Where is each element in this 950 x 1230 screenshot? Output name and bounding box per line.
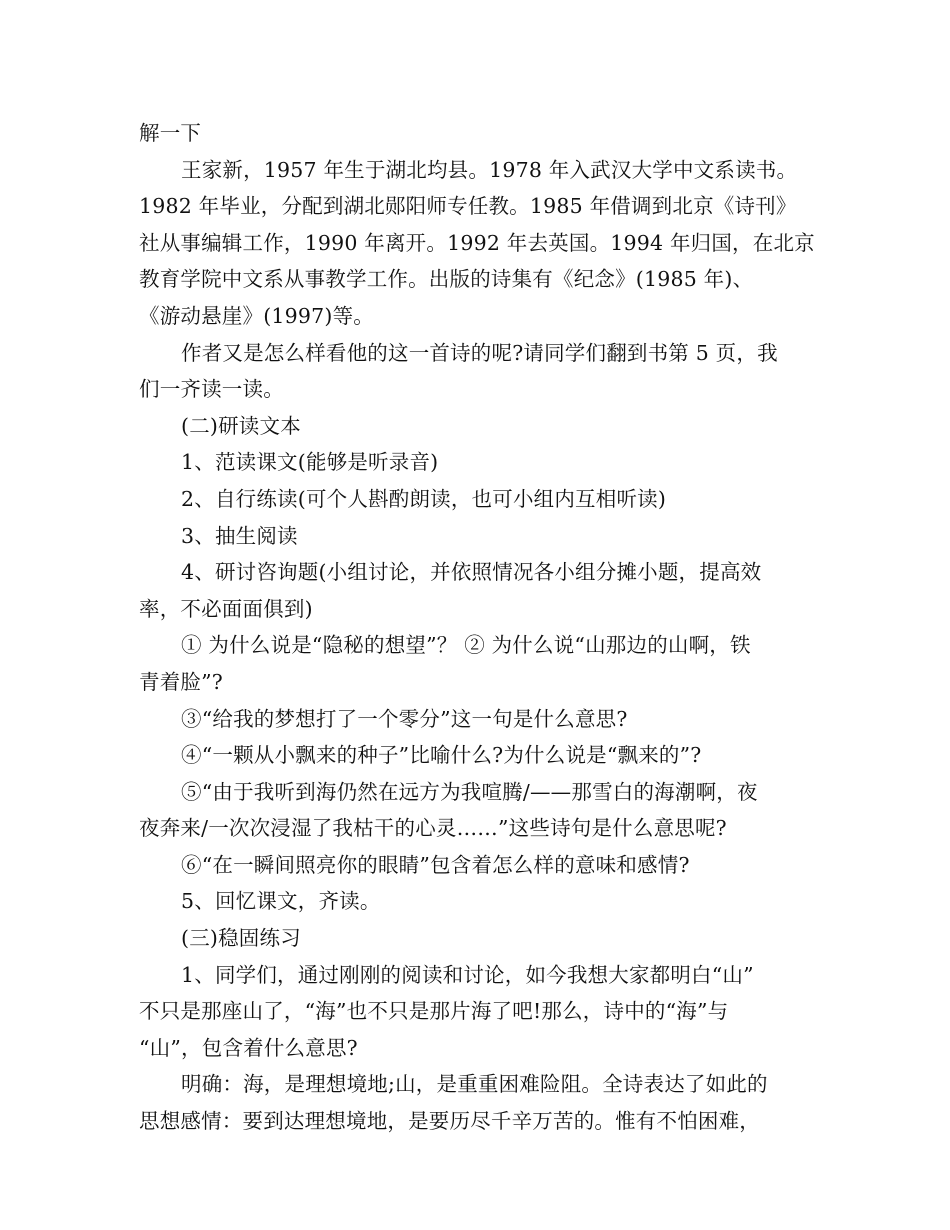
text-line: 5、回忆课文，齐读。 (181, 889, 381, 914)
text-line: ① 为什么说是“隐秘的想望”？ ② 为什么说“山那边的山啊，铁 (181, 633, 751, 658)
text-line: 明确：海，是理想境地;山，是重重困难险阻。全诗表达了如此的 (181, 1072, 768, 1097)
text-line: 青着脸”? (139, 669, 223, 694)
text-line: ③“给我的梦想打了一个零分”这一句是什么意思? (181, 706, 628, 731)
text-line: 作者又是怎么样看他的这一首诗的呢?请同学们翻到书第 5 页，我 (181, 340, 778, 365)
text-line: 1、同学们，通过刚刚的阅读和讨论，如今我想大家都明白“山” (181, 962, 754, 987)
text-line: 们一齐读一读。 (139, 377, 284, 402)
text-line: (二)研读文本 (181, 413, 301, 438)
text-line: 4、研讨咨询题(小组讨论，并依照情况各小组分摊小题，提高效 (181, 560, 762, 585)
text-line: ④“一颗从小飘来的种子”比喻什么?为什么说是“飘来的”? (181, 743, 702, 768)
text-line: ⑤“由于我听到海仍然在远方为我喧腾/——那雪白的海潮啊，夜 (181, 779, 758, 804)
text-line: 率，不必面面俱到) (139, 596, 313, 621)
text-line: 2、自行练读(可个人斟酌朗读，也可小组内互相听读) (181, 486, 667, 511)
text-line: 《游动悬崖》(1997)等。 (139, 303, 374, 328)
text-line: 不只是那座山了，“海”也不只是那片海了吧!那么，诗中的“海”与 (139, 999, 729, 1024)
text-line: (三)稳固练习 (181, 926, 301, 951)
text-line: 社从事编辑工作，1990 年离开。1992 年去英国。1994 年归国，在北京 (139, 230, 815, 255)
text-line: ⑥“在一瞬间照亮你的眼睛”包含着怎么样的意味和感情? (181, 852, 690, 877)
text-line: 3、抽生阅读 (181, 523, 298, 548)
text-line: 1、范读课文(能够是听录音) (181, 450, 439, 475)
text-line: 解一下 (139, 121, 202, 145)
document-body (139, 115, 819, 1140)
text-line: 教育学院中文系从事教学工作。出版的诗集有《纪念》(1985 年)、 (139, 267, 754, 292)
text-line: 思想感情：要到达理想境地，是要历尽千辛万苦的。惟有不怕困难， (139, 1109, 760, 1134)
text-line: “山”，包含着什么意思? (139, 1035, 358, 1060)
text-line: 1982 年毕业，分配到湖北郧阳师专任教。1985 年借调到北京《诗刊》 (139, 194, 797, 219)
text-line: 王家新，1957 年生于湖北均县。1978 年入武汉大学中文系读书。 (181, 157, 798, 182)
text-line: 夜奔来/一次次浸湿了我枯干的心灵……”这些诗句是什么意思呢? (139, 816, 727, 841)
